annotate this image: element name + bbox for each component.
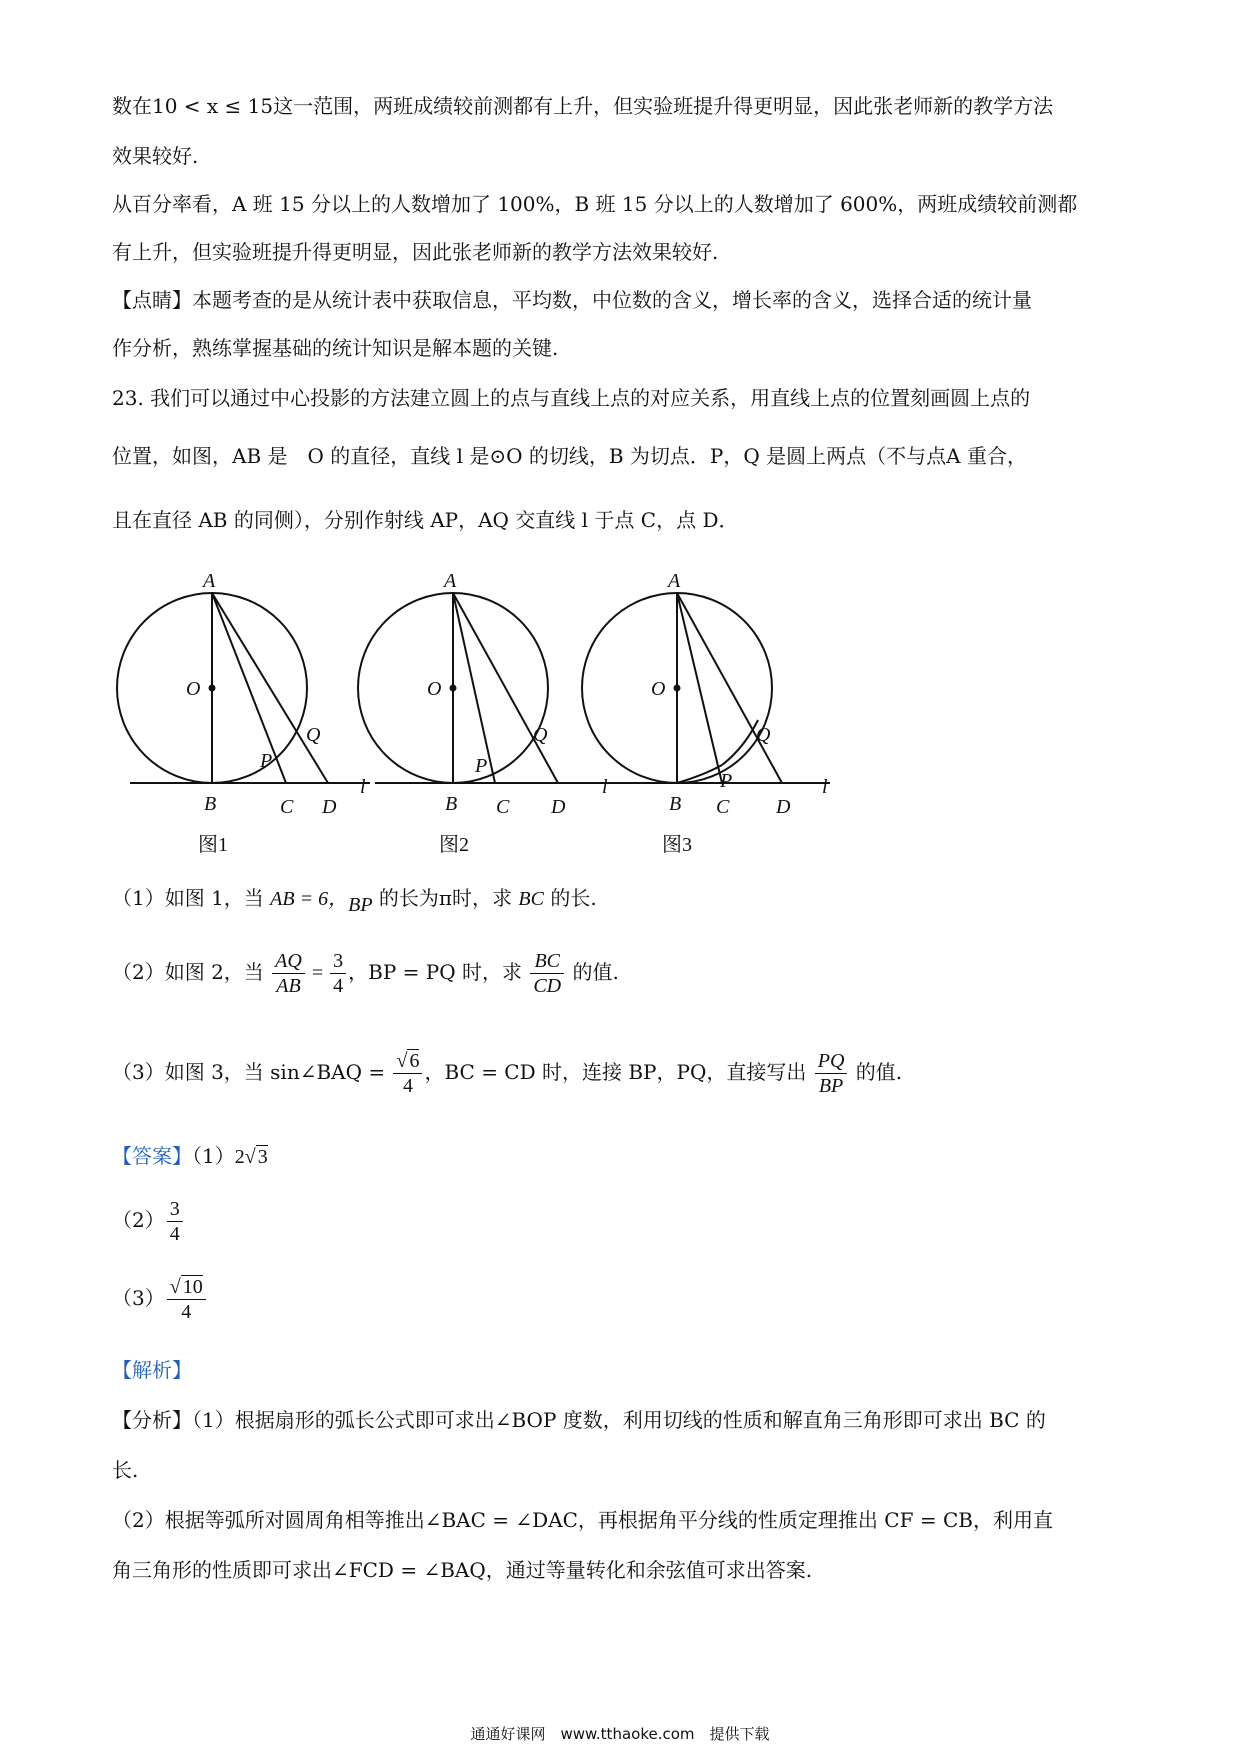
answer-2-num: 3: [167, 1197, 183, 1222]
label-p: P: [475, 755, 488, 777]
answer-2-frac: [167, 1197, 183, 1246]
label-o: O: [427, 678, 442, 700]
sq2-mid: ，BP = PQ 时，求: [348, 960, 529, 984]
label-d: D: [551, 796, 566, 818]
subquestion-1: [112, 884, 597, 916]
figure-1: [117, 570, 370, 818]
sq2-frac1-den: AB: [276, 975, 301, 997]
dianjing-line: [112, 286, 1032, 314]
question-text: 位置，如图，AB 是 O 的直径，直线 l 是⊙O 的切线，B 为切点．P，Q 是圆上两点（不与点A 重合，: [112, 444, 1027, 468]
label-q: Q: [533, 724, 548, 746]
sq3-frac-den: 4: [402, 1075, 413, 1097]
label-o: O: [651, 678, 666, 700]
text-line: （2）根据等弧所对圆周角相等推出∠BAC = ∠DAC，再根据角平分线的性质定理推出 CF = CB，利用直: [112, 1508, 1053, 1532]
sq3-frac2-den: BP: [818, 1075, 844, 1097]
label-b: B: [204, 793, 217, 815]
text-line: 长.: [112, 1458, 139, 1482]
ray-ap: [677, 593, 722, 783]
answer-3-num: √ 10: [167, 1275, 206, 1300]
figure-3-caption: 图3: [662, 834, 692, 856]
label-p: P: [720, 770, 733, 792]
sq3-radicand: 6: [409, 1050, 420, 1072]
sq1-expr: AB = 6，: [270, 888, 349, 910]
sq1-middle: 的长为π时，求: [372, 886, 519, 910]
label-c: C: [716, 796, 730, 818]
text-line: 作分析，熟练掌握基础的统计知识是解本题的关键.: [112, 336, 559, 360]
ray-aq: [677, 593, 782, 783]
answer-3-radicand: 10: [182, 1276, 203, 1298]
answer-2-prefix: （2）: [112, 1208, 165, 1232]
answer-2-den: 4: [169, 1223, 180, 1245]
question-text: 23. 我们可以通过中心投影的方法建立圆上的点与直线上点的对应关系，用直线上点的位置刻画圆上点的: [112, 386, 1031, 410]
text-line: 效果较好.: [112, 144, 199, 168]
ray-ap: [453, 593, 495, 783]
sq2-frac3-den: CD: [533, 975, 562, 997]
label-b: B: [445, 793, 458, 815]
answer-3-prefix: （3）: [112, 1286, 165, 1310]
answer-3-frac: [167, 1275, 206, 1324]
footer: 通通好课网 www.tthaoke.com 提供下载: [470, 1725, 770, 1743]
dianjing-label: 【点睛】: [112, 288, 192, 312]
sq3-frac2-num: PQ: [815, 1049, 848, 1074]
label-c: C: [280, 796, 294, 818]
figure-1-caption: 图1: [198, 834, 228, 856]
text-line: 从百分率看，A 班 15 分以上的人数增加了 100%，B 班 15 分以上的人数增加了 600%，两班成绩较前测都: [112, 192, 1078, 216]
label-q: Q: [306, 724, 321, 746]
subquestion-3: [112, 1048, 902, 1098]
fenxi-label: 【分析】: [112, 1408, 192, 1432]
answer-1-coef: 2: [234, 1146, 245, 1168]
label-p: P: [260, 750, 273, 772]
sq1-target: BC: [518, 888, 544, 910]
answer-3: [112, 1274, 208, 1324]
sq3-suffix: 的值.: [849, 1060, 903, 1084]
center-point: [451, 686, 456, 691]
sq2-frac1-num: AQ: [272, 949, 305, 974]
label-q: Q: [756, 724, 771, 746]
label-l: l: [602, 776, 608, 798]
figure-3: [582, 570, 830, 818]
label-l: l: [360, 776, 366, 798]
sq3-frac-pq-bp: [815, 1049, 848, 1098]
sq1-prefix: （1）如图 1，当: [112, 886, 271, 910]
answer-1-radicand: 3: [257, 1146, 268, 1168]
ray-ap: [212, 593, 286, 783]
label-b: B: [669, 793, 682, 815]
figure-2-caption: 图2: [439, 834, 469, 856]
question-text: 且在直径 AB 的同侧），分别作射线 AP，AQ 交直线 l 于点 C，点 D．: [112, 508, 739, 532]
center-point: [675, 686, 680, 691]
sq2-frac3-num: BC: [530, 949, 564, 974]
analysis-label: 【解析】: [112, 1358, 192, 1382]
label-d: D: [322, 796, 337, 818]
figure-2: [358, 570, 610, 818]
geometry-figures: [110, 565, 910, 820]
dianjing-text: 本题考查的是从统计表中获取信息，平均数，中位数的含义，增长率的含义，选择合适的统计量: [192, 288, 1032, 312]
text-line: 数在10 < x ≤ 15这一范围，两班成绩较前测都有上升，但实验班提升得更明显，因此张老师新的教学方法: [112, 94, 1054, 118]
sq1-suffix: 的长.: [543, 886, 597, 910]
answer-label: 【答案】: [112, 1144, 192, 1168]
label-a: A: [668, 570, 681, 592]
sq2-suffix: 的值.: [566, 960, 619, 984]
sq2-frac-aq-ab: [272, 949, 305, 998]
sq2-frac2-num: 3: [330, 949, 346, 974]
sq2-prefix: （2）如图 2，当: [112, 960, 271, 984]
sq2-eq: =: [306, 962, 329, 984]
label-a: A: [444, 570, 457, 592]
label-a: A: [203, 570, 216, 592]
answer-1-prefix: （1）: [192, 1144, 235, 1168]
text-line: 角三角形的性质即可求出∠FCD = ∠BAQ，通过等量转化和余弦值可求出答案.: [112, 1558, 813, 1582]
sq2-frac-bc-cd: [530, 949, 564, 998]
sq3-mid: ，BC = CD 时，连接 BP，PQ，直接写出: [424, 1060, 813, 1084]
sq2-frac2-den: 4: [333, 975, 344, 997]
sq1-arc: BP: [348, 894, 373, 916]
label-o: O: [186, 678, 201, 700]
answer-1: 【答案】（1）2√ 3: [112, 1144, 268, 1168]
answer-2: [112, 1196, 185, 1246]
sq3-prefix: （3）如图 3，当 sin∠BAQ =: [112, 1060, 392, 1084]
fenxi-line: [112, 1406, 1046, 1434]
center-point: [210, 686, 215, 691]
subquestion-2: [112, 948, 619, 998]
sq2-frac-3-4: [330, 949, 346, 998]
text-line: 有上升，但实验班提升得更明显，因此张老师新的教学方法效果较好.: [112, 240, 719, 264]
fenxi-text: （1）根据扇形的弧长公式即可求出∠BOP 度数，利用切线的性质和解直角三角形即可求出 BC 的: [192, 1408, 1046, 1432]
sq3-frac-num: √ 6: [393, 1049, 422, 1074]
sq3-frac-sqrt6-4: [393, 1049, 422, 1098]
answer-3-den: 4: [181, 1301, 192, 1323]
ray-aq: [453, 593, 558, 783]
label-d: D: [776, 796, 791, 818]
label-l: l: [822, 776, 828, 798]
label-c: C: [496, 796, 510, 818]
